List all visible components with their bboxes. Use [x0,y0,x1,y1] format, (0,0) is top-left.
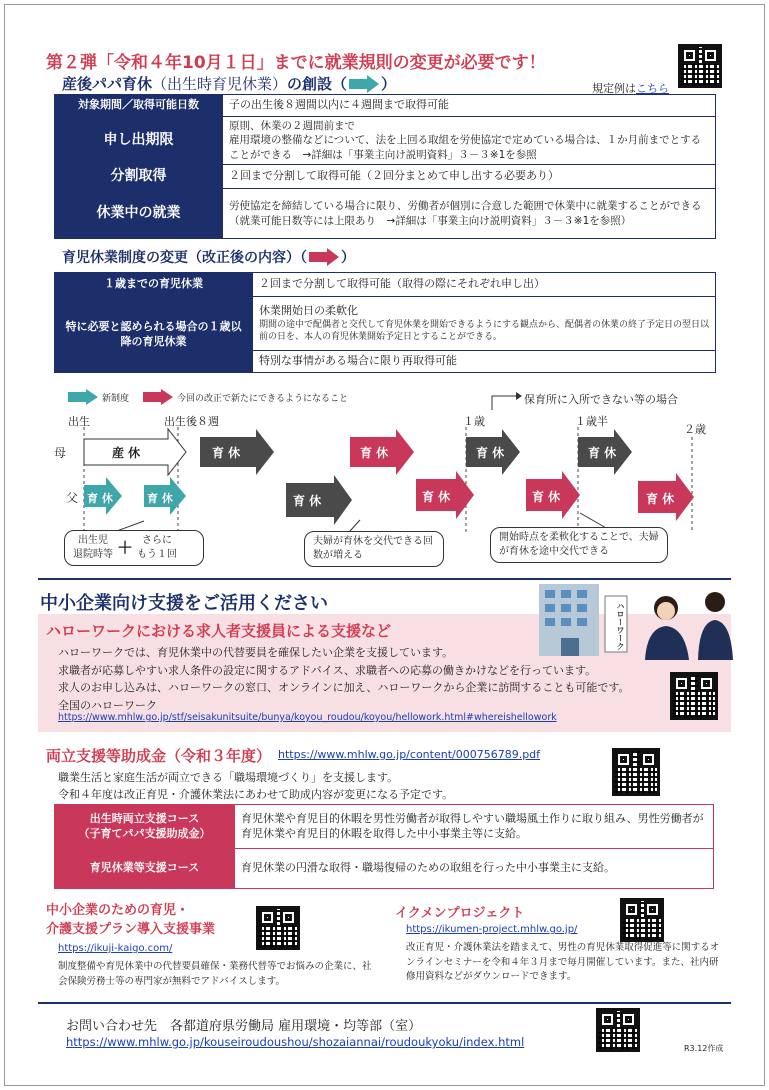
row-label [55,805,235,849]
ikumen-url[interactable]: https://ikumen-project.mhlw.go.jp/ [406,924,578,935]
row-label: 申し出期限 [55,117,223,165]
papa-heading-paren: （出生時育児休業） [152,75,288,93]
legend-new-label: 新制度 [102,393,130,404]
rule-example-link[interactable]: こちら [636,82,669,95]
subsidy-line-2: 令和４年度は改正育児・介護休業法にあわせて助成内容が変更になる予定です。 [58,787,454,801]
main-title: 第２弾「令和４年10月１日」までに就業規則の変更が必要です！ [46,53,546,73]
row-text: 育児休業の円滑な取得・職場復帰のための取組を行った中小事業主に支給。 [235,849,714,889]
timeline-1year: １歳 [463,415,485,428]
row-text [253,297,716,351]
row-label: 分割取得 [55,165,223,189]
table-row [55,273,716,297]
father-leave-label-3: 育 休 [532,490,561,504]
table-row [55,189,716,239]
childcare-change-title-close: ） [341,250,355,266]
father-papa-leave-label-2: 育 休 [147,492,173,505]
papa-leave-table [54,94,716,239]
row-label: 対象期間／取得可能日数 [55,95,223,117]
qr-code-contact[interactable] [596,1008,640,1052]
row-label: 特に必要と認められる場合の１歳以降の育児休業 [55,297,253,373]
row-label: 育児休業等支援コース [55,849,235,889]
callout-papa-leave [64,530,204,566]
timeline-birth: 出生 [68,415,90,428]
father-papa-leave-label-1: 育 休 [87,492,113,505]
subsidy-table [54,804,714,889]
hellowork-line-4: 全国のハローワーク [58,698,157,712]
row-label: １歳までの育児休業 [55,273,253,297]
nursery-note: 保育所に入所できない等の場合 [524,393,678,406]
hellowork-line-2: 求職者が応募しやすい求人条件の設定に関するアドバイス、求職者への応募の働きかけなどを行っています。 [58,663,597,677]
flexible-start-text: 期間の途中で配偶者と交代して育児休業を開始できるようにする観点から、配偶者の休業の終了予定日の翌日以前の日を、本人の育児休業開始予定日とすることができる。 [259,319,710,342]
timeline-1year-half: １歳半 [575,415,608,428]
sme-title: 中小企業向け支援をご活用ください [40,593,328,614]
plan-title [46,902,215,940]
qr-code-rules[interactable] [678,44,722,88]
father-leave-label-1: 育 休 [293,494,322,508]
legend [68,389,348,405]
childcare-change-title: 育児休業制度の変更（改正後の内容）（ [62,250,307,266]
callout-switch-count: 夫婦が育休を交代できる回数が増える [304,531,444,567]
mother-leave-label-1: 育 休 [212,446,241,460]
table-row [55,849,714,889]
hellowork-line-3: 求人のお申し込みは、ハローワークの窓口、オンラインに加え、ハローワークから企業に訪問することも可能です。 [58,681,630,695]
subsidy-line-1: 職業生活と家庭生活が両立できる「職場環境づくり」を支援します。 [58,771,399,784]
footer-date: R3.12作成 [684,1044,724,1053]
legend-change-label: 今回の改正で新たにできるようになること [177,393,349,404]
footer-url[interactable]: https://www.mhlw.go.jp/kouseiroudoushou/shozaiannai/roudoukyoku/index.html [66,1035,525,1049]
mother-leave-label-3: 育 休 [476,446,505,460]
papa-leave-heading [62,73,396,94]
timeline-2years: ２歳 [684,423,706,436]
plan-title-b: 介護支援プラン導入支援事業 [46,921,216,937]
mother-leave-label-2: 育 休 [360,446,389,460]
table-row [55,95,716,117]
subsidy-url[interactable]: https://www.mhlw.go.jp/content/000756789.pdf [278,748,541,761]
callout1-plus: ＋ [117,537,134,557]
change-arrow-icon [307,248,341,266]
callout1-line-b: 退院時等 [73,549,113,560]
callout1-line-a: 出生児 [78,535,108,546]
childcare-change-heading [62,247,355,267]
staff-body [645,626,689,660]
new-system-arrow-icon [347,75,381,93]
hellowork-line-1: ハローワークでは、育児休業中の代替要員を確保したい企業を支援しています。 [58,646,454,659]
father-leave-label-4: 育 休 [646,492,675,506]
row-text: 育児休業や育児目的休暇を男性労働者が取得しやすい職場風土作りに取り組み、男性労働者が育児休業や育児目的休暇を取得した中小事業主等に支給。 [235,805,714,849]
row-text: 労使協定を締結している場合に限り、労働者が個別に合意した範囲で休業中に就業することができる（就業可能日数等には上限あり →詳細は「事業主向け説明資料」３－３※1を参照） [223,189,716,239]
mother-leave-label-4: 育 休 [588,446,617,460]
row-father-label: 父 [66,491,79,505]
maternity-label: 産 休 [112,446,141,460]
row-text: 特別な事情がある場合に限り再取得可能 [253,351,716,373]
flexible-start-title: 休業開始日の柔軟化 [259,303,358,317]
plan-url[interactable]: https://ikuji-kaigo.com/ [58,943,173,954]
table-row [55,297,716,351]
table-row [55,165,716,189]
qr-code-ikumen[interactable] [620,898,664,942]
callout1-left [73,534,113,562]
callout-pointer-2 [350,520,360,531]
row-label: 休業中の就業 [55,189,223,239]
table-row [55,117,716,165]
callout-flexible-start: 開始時点を柔軟化することで、夫婦が育休を途中交代できる [490,527,668,563]
qr-code-hellowork[interactable] [670,672,718,720]
papa-heading-suffix: の創設（ [287,75,348,93]
row-text: ２回まで分割して取得可能（取得の際にそれぞれ申し出） [253,273,716,297]
subsidy-title: 両立支援等助成金（令和３年度） [46,747,272,765]
papa-heading-main: 産後パパ育休 [62,75,153,93]
table-row [55,805,714,849]
qr-code-subsidy[interactable] [612,748,660,796]
hellowork-title: ハローワークにおける求人者支援員による支援など [46,622,392,640]
row1-label-b: （子育てパパ支援助成金） [78,826,211,840]
legend-teal-arrow-icon [68,389,98,405]
hellowork-sign-text: ハローワーク [616,602,625,650]
footer-divider [38,1002,731,1004]
rule-example-prefix: 規定例は [592,82,636,95]
legend-red-arrow-icon [143,389,173,405]
row-text: ２回まで分割して取得可能（２回分まとめて申し出する必要あり） [223,165,716,189]
father-leave-label-2: 育 休 [422,490,451,504]
subsidy-body [58,770,453,803]
visitor-head-icon [705,592,725,612]
footer-contact: お問い合わせ先 各都道府県労働局 雇用環境・均等部（室） [66,1019,422,1034]
row-mother-label: 母 [54,446,67,460]
plan-title-a: 中小企業のための育児・ [46,903,190,918]
ikumen-text: 改正育児・介護休業法を踏まえて、男性の育児休業取得促進等に関するオンラインセミナーを令和４年３月まで毎月開催しています。また、社内研修用資料などがダウンロードできます。 [406,942,720,983]
plan-text: 制度整備や育児休業中の代替要員確保・業務代替等でお悩みの企業に、社会保険労務士等の専門家が無料でアドバイスします。 [58,961,372,987]
hellowork-url[interactable]: https://www.mhlw.go.jp/stf/seisakunitsuite/bunya/koyou_roudou/koyou/hellowork.html#whereishellowork [58,712,557,723]
callout1-right [137,534,177,562]
visitor-body [698,620,733,660]
papa-heading-close: ） [381,75,397,93]
row-text: 原則、休業の２週間前まで 雇用環境の整備などについて、法を上回る取組を労使協定で定めている場合は、１か月前までとすることができる →詳細は「事業主向け説明資料」３－３※1を参照 [223,117,716,165]
qr-code-plan[interactable] [256,906,300,950]
callout1-line-c: さらに [142,535,173,546]
nursery-bracket-icon [490,390,524,412]
callout1-line-d: もう１回 [137,549,178,560]
childcare-change-table [54,272,716,373]
ikumen-title: イクメンプロジェクト [395,906,525,921]
timeline-8weeks: 出生後８週 [164,415,219,428]
hellowork-illustration [533,580,733,666]
row-text: 子の出生後８週間以内に４週間まで取得可能 [223,95,716,117]
row1-label-a: 出生時両立支援コース [89,811,200,825]
